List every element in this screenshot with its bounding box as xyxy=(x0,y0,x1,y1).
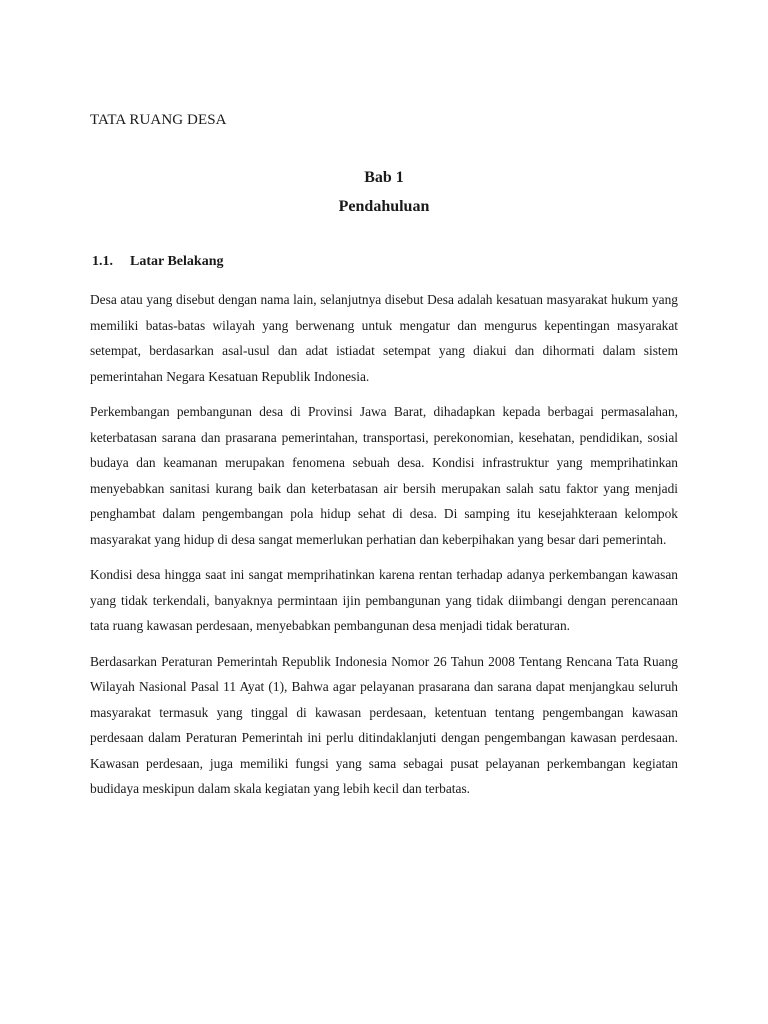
section-heading xyxy=(92,254,223,270)
paragraph-1: Desa atau yang disebut dengan nama lain, selanjutnya disebut Desa adalah kesatuan masyarakat hukum yang memiliki batas-batas wilayah yang berwenang untuk mengatur dan mengurus kepentingan masyarakat setempat, berdasarkan asal-usul dan adat istiadat setempat yang diakui dan dihormati dalam sistem pemerintahan Negara Kesatuan Republik Indonesia. xyxy=(90,292,678,384)
chapter-title: Pendahuluan xyxy=(338,198,430,215)
section-number: 1.1. xyxy=(92,254,113,269)
document-title: TATA RUANG DESA xyxy=(90,112,227,128)
paragraph-3: Kondisi desa hingga saat ini sangat memprihatinkan karena rentan terhadap adanya perkembangan kawasan yang tidak terkendali, banyaknya permintaan ijin pembangunan yang tidak diimbangi dengan perencanaan tata ruang kawasan perdesaan, menyebabkan pembangunan desa menjadi tidak beraturan. xyxy=(90,567,678,633)
paragraph-2: Perkembangan pembangunan desa di Provinsi Jawa Barat, dihadapkan kepada berbagai permasalahan, keterbatasan sarana dan prasarana pemerintahan, transportasi, perekonomian, kesehatan, pendidikan, sosial budaya dan keamanan merupakan fenomena sebuah desa. Kondisi infrastruktur yang memprihatinkan menyebabkan sanitasi kurang baik dan keterbatasan air bersih merupakan salah satu faktor yang menjadi penghambat dalam pengembangan pola hidup sehat di desa. Di samping itu kesejahkteraan kelompok masyarakat yang hidup di desa sangat memerlukan perhatian dan keberpihakan yang besar dari pemerintah. xyxy=(90,404,678,547)
paragraph-4: Berdasarkan Peraturan Pemerintah Republik Indonesia Nomor 26 Tahun 2008 Tentang Rencana Tata Ruang Wilayah Nasional Pasal 11 Ayat (1), Bahwa agar pelayanan prasarana dan sarana dapat menjangkau seluruh masyarakat termasuk yang tinggal di kawasan perdesaan, ketentuan tentang pengembangan kawasan perdesaan dalam Peraturan Pemerintah ini perlu ditindaklanjuti dengan pengembangan kawasan perdesaan. Kawasan perdesaan, juga memiliki fungsi yang sama sebagai pusat pelayanan perkembangan kegiatan budidaya meskipun dalam skala kegiatan yang lebih kecil dan terbatas. xyxy=(90,653,678,796)
section-title: Latar Belakang xyxy=(130,254,224,269)
chapter-number: Bab 1 xyxy=(364,169,404,186)
body-text xyxy=(90,287,678,812)
